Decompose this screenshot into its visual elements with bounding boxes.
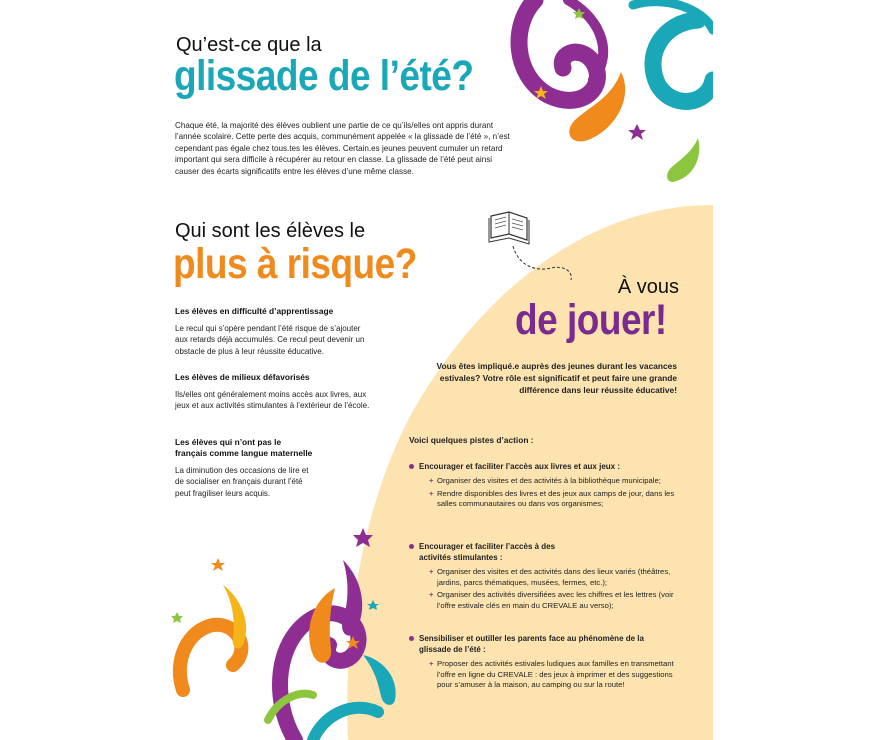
section3-title-line2: de jouer! — [515, 296, 667, 344]
plus-icon: + — [429, 488, 434, 498]
bullet-dot — [409, 636, 414, 641]
section1-title-line1: Qu’est-ce que la — [176, 34, 322, 56]
star-icon — [171, 612, 183, 623]
plus-icon: + — [429, 567, 434, 576]
risk-group-text: Ils/elles ont généralement moins accès aux livres, aux jeux et aux activités stimulantes à l’extérieur de l’école. — [175, 390, 370, 411]
action-bullet-heading: Encourager et faciliter l’accès à des activités stimulantes : — [419, 542, 556, 562]
action-bullet — [409, 461, 684, 512]
orange-swirl-bottom — [180, 625, 242, 690]
section2-title-line2: plus à risque? — [173, 240, 417, 288]
risk-group-text: La diminution des occasions de lire et de socialiser en français durant l’été peut fragiliser leurs acquis. — [175, 466, 309, 498]
section2-title-line1: Qui sont les élèves le — [175, 220, 366, 242]
open-book-icon — [489, 212, 529, 244]
teal-swirl-top — [653, 20, 713, 101]
action-bullet-heading: Encourager et faciliter l’accès aux livres et aux jeux : — [419, 462, 620, 471]
section3-lead: Vous êtes impliqué.e auprès des jeunes durant les vacances estivales? Votre rôle est significatif et peut faire une grande différence dans leur réussite éducative! — [436, 361, 677, 395]
bullet-dot — [409, 464, 414, 469]
orange-drop-bottom — [309, 588, 335, 663]
section1-paragraph: Chaque été, la majorité des élèves oublient une partie de ce qu’ils/elles ont appris durant l’année scolaire. Cette perte des acquis, communément appelée « la glissade de l’été », n’est cependant pas égale chez tous.tes les élèves. Certain.es jeunes peuvent cumuler un retard important qui sera difficile à récupérer au retour en classe. La glissade de l’été peut ainsi causer des écarts significatifs entre les élèves d’une même classe. — [175, 121, 510, 176]
green-leaf-top — [667, 138, 699, 182]
action-bullet — [409, 541, 684, 613]
action-sub-item: + Organiser des visites et des activités dans des lieux variés (théâtres, jardins, parcs thématiques, musées, fermes, etc.); — [429, 567, 671, 587]
risk-group-heading: Les élèves qui n’ont pas le français comme langue maternelle — [175, 437, 313, 458]
action-sub-item: + Organiser des activités diversifiées avec les chiffres et les lettres (voir l’offre estivale clés en main du CREVALE au verso); — [429, 590, 674, 610]
bullet-dot — [409, 544, 414, 549]
action-bullet-heading: Sensibiliser et outiller les parents face au phénomène de la glissade de l’été : — [419, 634, 644, 654]
action-sub-item: + Rendre disponibles des livres et des jeux aux camps de jour, dans les salles communautaires ou dans vos organismes; — [429, 488, 675, 509]
plus-icon: + — [429, 590, 434, 600]
risk-group-learning — [175, 306, 375, 357]
star-icon — [211, 558, 225, 571]
action-sub-item: + Organiser des visites et des activités à la bibliothèque municipale; — [429, 476, 661, 485]
yellow-drop-bottom — [223, 585, 246, 649]
star-icon — [628, 124, 646, 140]
risk-group-heading: Les élèves de milieux défavorisés — [175, 372, 310, 382]
risk-group-disadvantaged — [175, 372, 375, 412]
plus-icon: + — [429, 476, 434, 485]
action-bullet — [409, 633, 684, 693]
risk-group-text: Le recul qui s’opère pendant l’été risque de s’ajouter aux retards déjà accumulés. Ce recul peut devenir un obstacle de plus à leur réussite éducative. — [175, 324, 365, 356]
plus-icon: + — [429, 659, 434, 668]
section1-title-line2: glissade de l’été? — [174, 52, 474, 100]
risk-group-heading: Les élèves en difficulté d’apprentissage — [175, 306, 334, 316]
action-sub-item: + Proposer des activités estivales ludiques aux familles en transmettant l’offre en ligne du CREVALE : des jeux à imprimer et des suggestions pour s’amuser à la maison, au camping ou sur la route! — [429, 659, 674, 690]
section3-title-line1: À vous — [617, 276, 679, 298]
flyer-page — [163, 0, 713, 740]
risk-group-language — [175, 437, 315, 499]
pistes-title: Voici quelques pistes d’action : — [409, 435, 534, 445]
